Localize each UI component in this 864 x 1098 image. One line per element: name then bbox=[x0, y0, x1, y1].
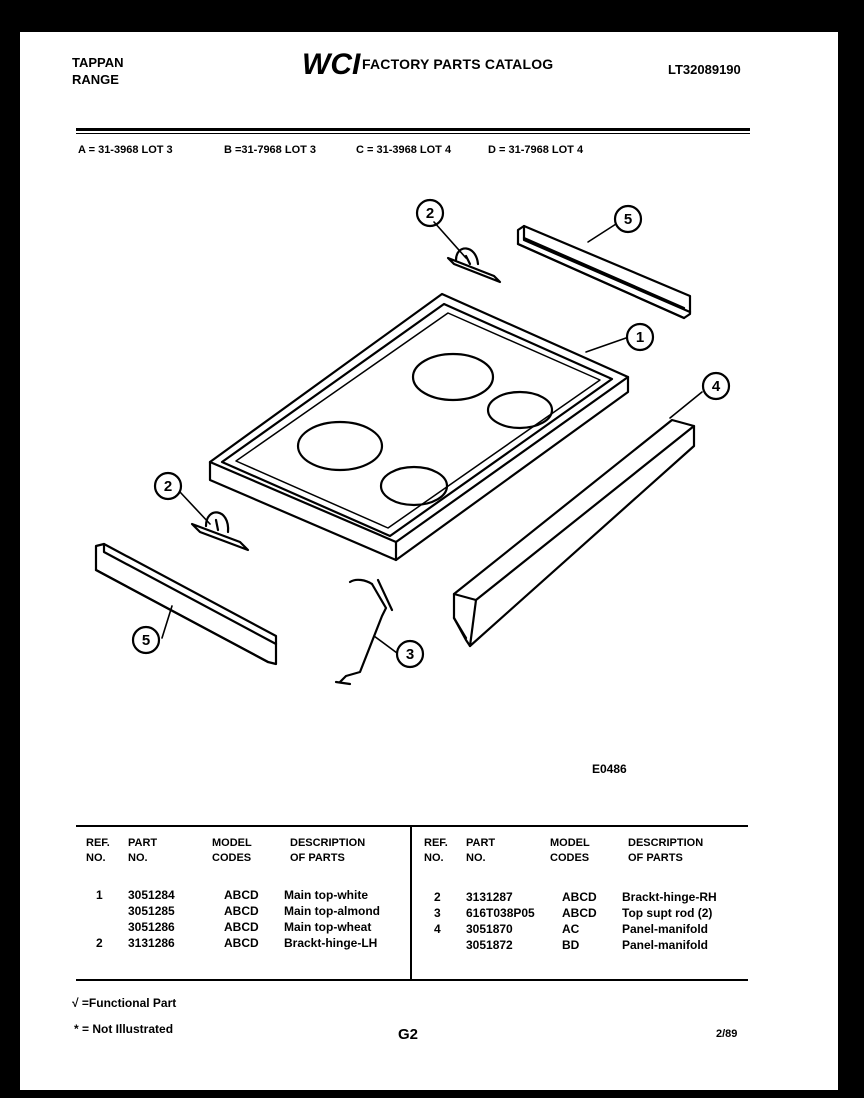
table-cell-codes: ABCD bbox=[224, 920, 259, 934]
brand-name: TAPPAN bbox=[72, 55, 124, 70]
callout-5-lower: 5 bbox=[141, 632, 151, 649]
table-cell-ref: 2 bbox=[434, 890, 441, 904]
table-cell-desc: Brackt-hinge-RH bbox=[622, 890, 717, 904]
table-cell-desc: Main top-white bbox=[284, 888, 368, 902]
header-text: CODES bbox=[212, 852, 252, 864]
header-model-codes-left bbox=[212, 836, 252, 866]
table-cell-codes: BD bbox=[562, 938, 580, 952]
table-cell-part: 3131287 bbox=[466, 890, 513, 904]
model-code-c: C = 31-3968 LOT 4 bbox=[356, 144, 452, 156]
header-part-no-right bbox=[466, 836, 495, 866]
header-text: DESCRIPTION bbox=[290, 837, 366, 849]
page-number: G2 bbox=[398, 1026, 419, 1043]
model-code-b: B =31-7968 LOT 3 bbox=[224, 144, 317, 156]
product-type: RANGE bbox=[72, 72, 119, 87]
table-cell-ref: 4 bbox=[434, 922, 441, 936]
header-text: PART bbox=[466, 837, 496, 849]
document-id: LT32089190 bbox=[668, 62, 741, 77]
callout-5-upper: 5 bbox=[623, 211, 633, 228]
diagram-code: E0486 bbox=[592, 762, 627, 776]
table-cell-desc: Brackt-hinge-LH bbox=[284, 936, 378, 950]
header-text: NO. bbox=[128, 852, 148, 864]
table-cell-part: 3051870 bbox=[466, 922, 513, 936]
callout-1: 1 bbox=[635, 329, 645, 346]
table-cell-desc: Panel-manifold bbox=[622, 938, 709, 952]
header-text: NO. bbox=[86, 852, 106, 864]
manifold-panel-upper bbox=[518, 226, 690, 318]
table-cell-ref: 3 bbox=[434, 906, 441, 920]
model-code-d: D = 31-7968 LOT 4 bbox=[488, 144, 584, 156]
callout-4: 4 bbox=[711, 378, 721, 395]
exploded-diagram bbox=[20, 32, 838, 812]
table-cell-part: 3131286 bbox=[128, 936, 175, 950]
table-cell-part: 3051284 bbox=[128, 888, 175, 902]
table-cell-part: 3051285 bbox=[128, 904, 175, 918]
header-description-right bbox=[628, 836, 703, 866]
table-cell-part: 3051872 bbox=[466, 938, 513, 952]
header-text: DESCRIPTION bbox=[628, 837, 704, 849]
not-illustrated-note: * = Not Illustrated bbox=[74, 1022, 174, 1036]
table-cell-ref: 1 bbox=[96, 888, 103, 902]
header-ref-no-left bbox=[86, 836, 110, 866]
header-text: NO. bbox=[466, 852, 486, 864]
functional-part-note: √ =Functional Part bbox=[72, 996, 177, 1010]
header-text: MODEL bbox=[212, 837, 252, 849]
table-cell-codes: ABCD bbox=[224, 904, 259, 918]
catalog-page bbox=[20, 32, 838, 1090]
header-text: NO. bbox=[424, 852, 444, 864]
table-top-rule bbox=[76, 825, 748, 827]
table-cell-desc: Main top-wheat bbox=[284, 920, 372, 934]
table-cell-desc: Top supt rod (2) bbox=[622, 906, 713, 920]
header-text: OF PARTS bbox=[290, 852, 345, 864]
model-code-a: A = 31-3968 LOT 3 bbox=[78, 144, 173, 156]
header-text: REF. bbox=[86, 837, 110, 849]
table-cell-codes: ABCD bbox=[224, 936, 259, 950]
logo-text: WCI bbox=[302, 48, 361, 80]
table-cell-desc: Panel-manifold bbox=[622, 922, 709, 936]
callout-2-upper: 2 bbox=[425, 205, 435, 222]
top-support-rod bbox=[336, 580, 392, 684]
manifold-panel-lower bbox=[96, 544, 276, 664]
table-cell-ref: 2 bbox=[96, 936, 103, 950]
table-cell-part: 3051286 bbox=[128, 920, 175, 934]
header-part-no-left bbox=[128, 836, 157, 866]
table-bottom-rule bbox=[76, 979, 748, 981]
catalog-date: 2/89 bbox=[716, 1028, 738, 1040]
header-ref-no-right bbox=[424, 836, 448, 866]
header-description-left bbox=[290, 836, 365, 866]
header-text: CODES bbox=[550, 852, 590, 864]
header-text: REF. bbox=[424, 837, 448, 849]
table-cell-part: 616T038P05 bbox=[466, 906, 535, 920]
bracket-hinge-upper bbox=[448, 248, 500, 282]
callout-3: 3 bbox=[405, 646, 415, 663]
catalog-title: FACTORY PARTS CATALOG bbox=[362, 56, 554, 72]
table-cell-codes: ABCD bbox=[562, 890, 597, 904]
table-cell-codes: ABCD bbox=[224, 888, 259, 902]
header-text: PART bbox=[128, 837, 158, 849]
header-text: OF PARTS bbox=[628, 852, 683, 864]
callout-2-lower: 2 bbox=[163, 478, 173, 495]
table-cell-desc: Main top-almond bbox=[284, 904, 380, 918]
table-cell-codes: AC bbox=[562, 922, 580, 936]
header-model-codes-right bbox=[550, 836, 590, 866]
table-cell-codes: ABCD bbox=[562, 906, 597, 920]
table-divider bbox=[410, 825, 412, 979]
bracket-hinge-lower bbox=[192, 512, 248, 550]
header-text: MODEL bbox=[550, 837, 590, 849]
